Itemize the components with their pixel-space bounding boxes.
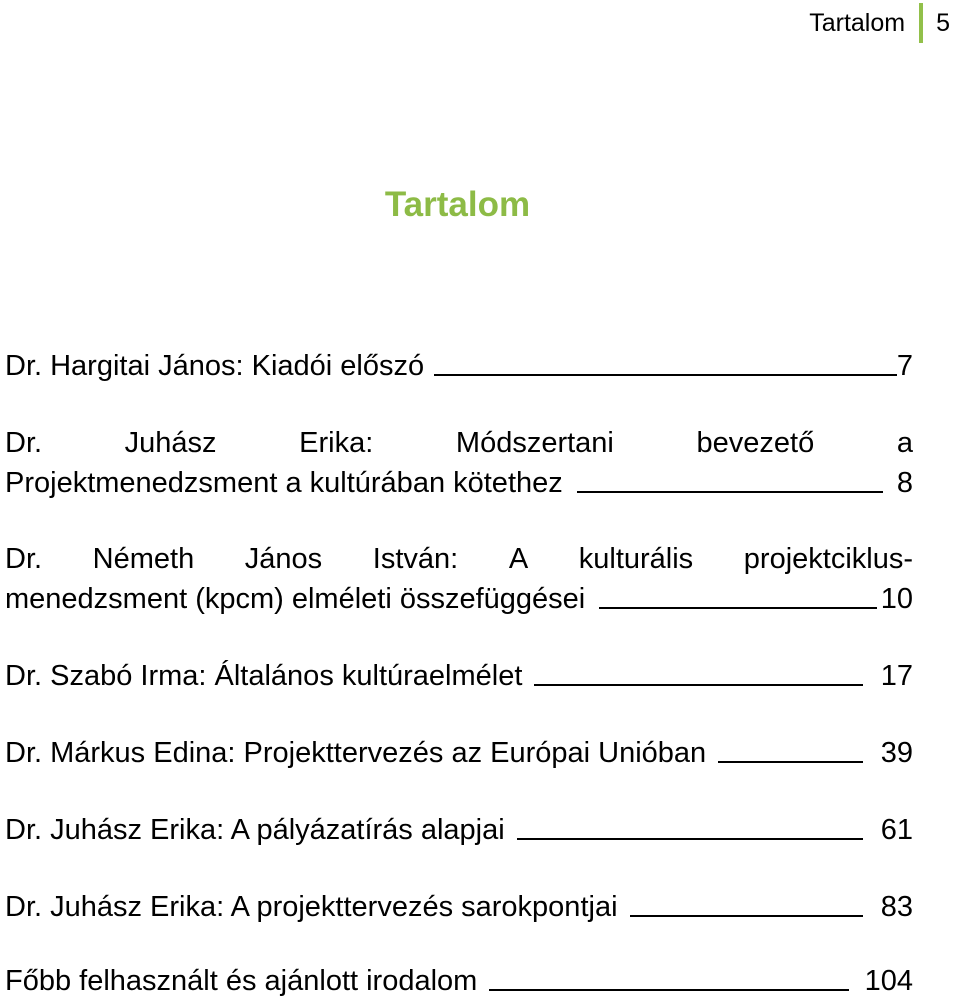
toc-entry-text: Dr. Márkus Edina: Projekttervezés az Európai Unióban — [5, 737, 707, 769]
running-header — [809, 2, 950, 44]
toc-entry[interactable] — [5, 539, 913, 619]
toc-entry-word: a — [896, 427, 913, 459]
toc-leader — [534, 684, 862, 686]
toc-leader — [434, 374, 897, 376]
toc-entry[interactable] — [5, 656, 913, 696]
toc-leader — [599, 607, 876, 609]
toc-entry-word: István: — [372, 543, 459, 575]
page-number: 5 — [936, 8, 950, 37]
toc-entry[interactable] — [5, 423, 913, 503]
toc-entry[interactable] — [5, 733, 913, 773]
toc-entry-word: bevezető — [696, 427, 815, 459]
toc-entry-text: Főbb felhasznált és ajánlott irodalom — [5, 965, 478, 997]
toc-entry-word: Dr. — [5, 427, 43, 459]
toc-heading: Tartalom — [384, 185, 531, 224]
toc-entry-text: Dr. Hargitai János: Kiadói előszó — [5, 350, 425, 382]
toc-entry-word: A — [508, 543, 529, 575]
toc-entry-word: kulturális — [578, 543, 694, 575]
toc-entry-page: 83 — [880, 891, 913, 923]
toc-entry-page: 39 — [880, 737, 913, 769]
toc-entry-text: Dr. Juhász Erika: A projekttervezés sarokpontjai — [5, 891, 618, 923]
toc-entry-word: projektciklus- — [743, 543, 913, 575]
running-header-title: Tartalom — [809, 8, 906, 37]
toc-entry-page: 104 — [864, 965, 913, 997]
toc-entry[interactable] — [5, 810, 913, 850]
toc-entry-word: Dr. — [5, 543, 43, 575]
toc-entry-word: János — [244, 543, 323, 575]
toc-entry-word: Erika: — [299, 427, 374, 459]
toc-entry[interactable] — [5, 346, 913, 386]
toc-leader — [718, 761, 863, 763]
toc-entry-text: Dr. Juhász Erika: A pályázatírás alapjai — [5, 814, 505, 846]
toc-entry[interactable] — [5, 961, 913, 1001]
toc-leader — [489, 989, 848, 991]
toc-entry-page: 61 — [880, 814, 913, 846]
toc-entry-page: 8 — [896, 467, 913, 499]
toc-entry-text: Projektmenedzsment a kultúrában kötethez — [5, 467, 563, 499]
toc-entry-word: Juhász — [124, 427, 217, 459]
toc-entry-page: 7 — [896, 350, 913, 382]
toc-leader — [577, 491, 883, 493]
toc-entry-page: 17 — [880, 660, 913, 692]
toc-entry-word: Módszertani — [455, 427, 614, 459]
toc-entry-page: 10 — [880, 583, 913, 615]
toc-entry-text: Dr. Szabó Irma: Általános kultúraelmélet — [5, 660, 523, 692]
toc-entry-word: Németh — [92, 543, 195, 575]
toc-entry[interactable] — [5, 887, 913, 927]
toc-entry-text: menedzsment (kpcm) elméleti összefüggései — [5, 583, 586, 615]
toc-leader — [517, 838, 863, 840]
toc-leader — [630, 915, 863, 917]
